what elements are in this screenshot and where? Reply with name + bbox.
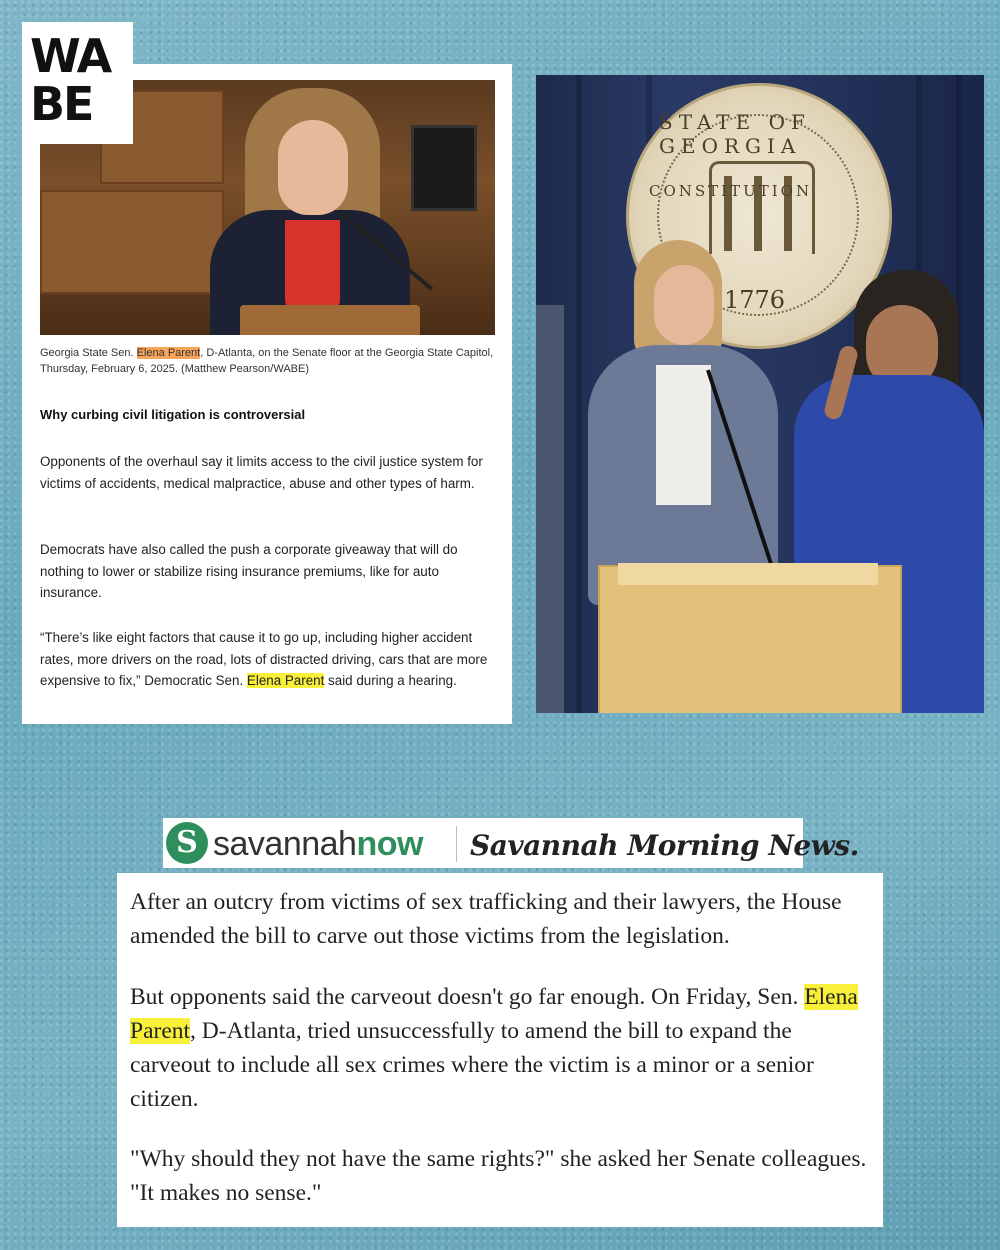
highlighted-name: Elena Parent [136, 347, 201, 359]
savannahnow-logo-icon: S [166, 822, 208, 864]
wabe-quote-paragraph: “There’s like eight factors that cause it to go up, including higher accident rates, more drivers on the road, lots of distracted driving, cars that are more expensive to fix,” Democratic Sen. Elena Parent said during a hearing. [40, 630, 488, 688]
press-conference-photo [536, 75, 984, 713]
wabe-paragraph-1: Opponents of the overhaul say it limits access to the civil justice system for victims of accidents, medical malpractice, abuse and other types of harm. [40, 454, 483, 491]
savannah-morning-news-masthead: Savannah Morning News. [470, 829, 859, 862]
georgia-state-seal: CONSTITUTION STATE OF GEORGIA 1776 [626, 83, 892, 349]
wabe-paragraph-2: Democrats have also called the push a corporate giveaway that will do nothing to lower or stabilize rising insurance premiums, like for auto insurance. [40, 542, 458, 600]
savannahnow-wordmark: savannahnow [213, 825, 423, 863]
wabe-logo: WA BE [22, 22, 133, 144]
photo-caption: Georgia State Sen. Elena Parent, D-Atlanta, on the Senate floor at the Georgia State Capitol, Thursday, February 6, 2025. (Matthew Pearson/WABE) [40, 347, 494, 375]
masthead-divider [456, 826, 457, 862]
savannah-paragraph-3: "Why should they not have the same rights?" she asked her Senate colleagues. "It makes no sense." [130, 1146, 867, 1206]
savannah-paragraph-1: After an outcry from victims of sex trafficking and their lawyers, the House amended the bill to carve out those victims from the legislation. [130, 889, 842, 949]
highlighted-name: Elena Parent [130, 984, 858, 1044]
savannah-paragraph-2: But opponents said the carveout doesn't go far enough. On Friday, Sen. Elena Parent, D-Atlanta, tried unsuccessfully to amend the bill to expand the carveout to include all sex crimes where the victim is a minor or a senior citizen. [130, 984, 858, 1112]
podium [598, 565, 902, 713]
highlighted-name: Elena Parent [246, 673, 325, 688]
section-heading: Why curbing civil litigation is controversial [40, 407, 306, 422]
